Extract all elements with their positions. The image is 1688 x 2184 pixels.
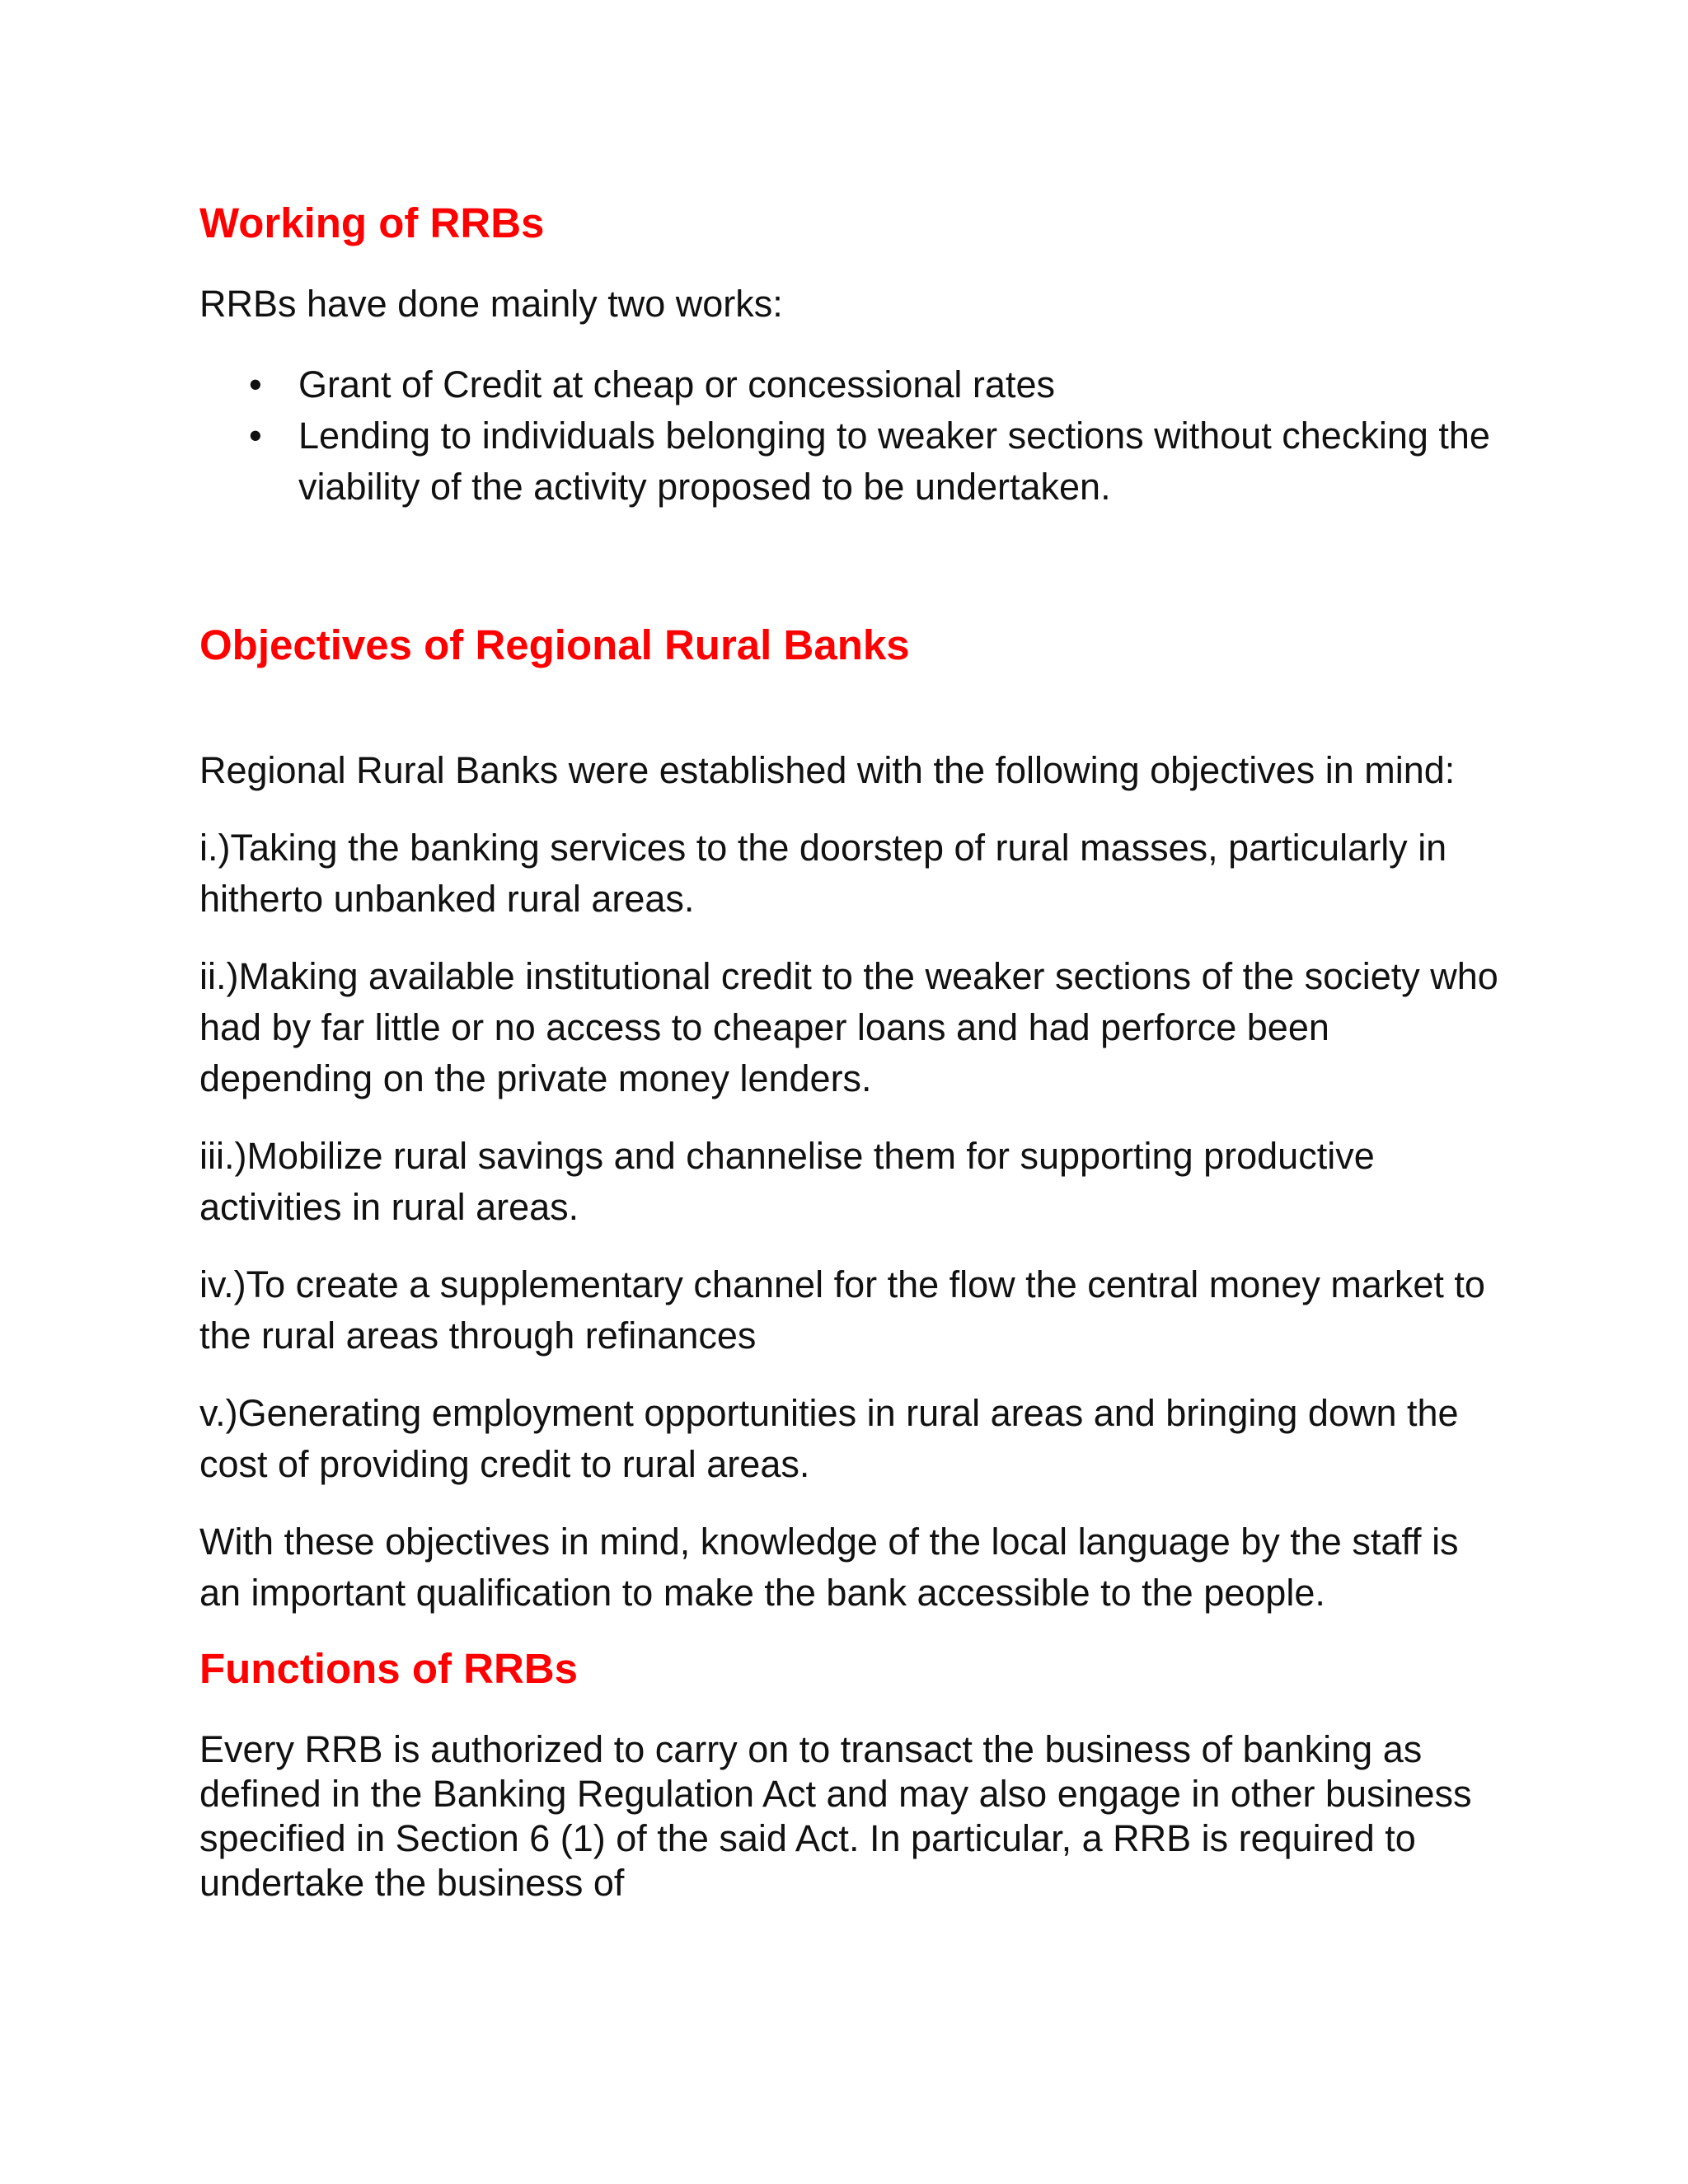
- list-item: • Lending to individuals belonging to weaker sections without checking the viability of the activity proposed to be undertaken.: [199, 410, 1502, 513]
- objectives-intro: Regional Rural Banks were established with the following objectives in mind:: [199, 749, 1456, 791]
- objectives-closing: With these objectives in mind, knowledge of the local language by the staff is an important qualification to make the bank accessible to the people.: [199, 1521, 1459, 1614]
- working-intro: RRBs have done mainly two works:: [199, 283, 783, 325]
- objective-item: ii.)Making available institutional credit to the weaker sections of the society who had by far little or no access to cheaper loans and had perforce been depending on the private money lenders.: [199, 955, 1498, 1099]
- document-content: [199, 198, 1502, 1905]
- objective-item: iii.)Mobilize rural savings and channelise them for supporting productive activities in rural areas.: [199, 1135, 1375, 1228]
- objective-item: v.)Generating employment opportunities in rural areas and bringing down the cost of providing credit to rural areas.: [199, 1392, 1459, 1485]
- heading-objectives: Objectives of Regional Rural Banks: [199, 621, 910, 668]
- objective-item: iv.)To create a supplementary channel for the flow the central money market to the rural areas through refinances: [199, 1263, 1485, 1357]
- functions-body: Every RRB is authorized to carry on to transact the business of banking as defined in the Banking Regulation Act and may also engage in other business specified in Section 6 (1) of the said Act. In particular, a RRB is required to undertake the business of: [199, 1728, 1472, 1904]
- heading-functions-of-rrbs: Functions of RRBs: [199, 1645, 578, 1692]
- list-item: • Grant of Credit at cheap or concessional rates: [199, 359, 1502, 410]
- heading-working-of-rrbs: Working of RRBs: [199, 199, 545, 246]
- working-bullet-list: [199, 359, 1502, 513]
- objective-item: i.)Taking the banking services to the doorstep of rural masses, particularly in hitherto unbanked rural areas.: [199, 827, 1447, 920]
